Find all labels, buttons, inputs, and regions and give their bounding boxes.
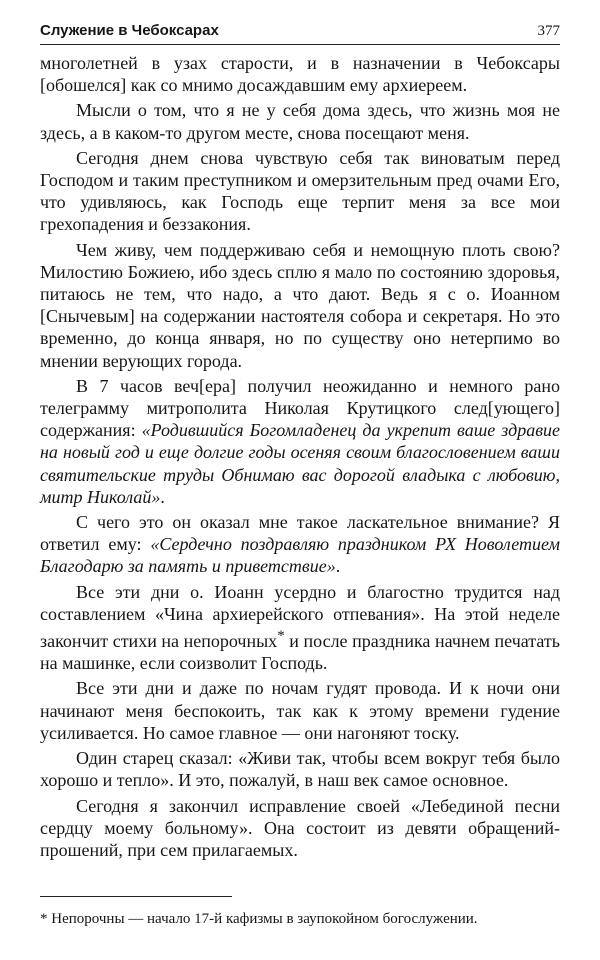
- paragraph: Сегодня днем снова чувствую себя так виноватым перед Господом и таким преступником и омерзительным пред очами Его, что удивляюсь, как Господь еще терпит меня за все мои грехопадения и беззакония.: [40, 147, 560, 235]
- telegram-quote: «Родившийся Богомладенец да укрепит ваше здравие на новый год и еще долгие годы осеняя своим благословением ваши святительские труды Обнимаю вас дорогой владыка с любовию, митр Николай»: [40, 420, 561, 507]
- paragraph: Один старец сказал: «Живи так, чтобы всем вокруг тебя было хорошо и тепло». И это, пожалуй, в наш век самое основное.: [40, 748, 560, 791]
- paragraph: Чем живу, чем поддерживаю себя и немощную плоть свою? Милостию Божиею, ибо здесь сплю я мало по состоянию здоровья, питаюсь не тем, что надо, а что дают. Ведь я с о. Иоанном [Снычевым] на содержании настоятеля собора и секретаря. Но это временно, до конца января, но по существу оно нетерпимо во мнении верующих города.: [40, 239, 560, 371]
- running-header: [40, 22, 560, 40]
- header-rule: [40, 44, 560, 45]
- body-text: [40, 52, 560, 861]
- footnote-mark: *: [40, 911, 48, 927]
- paragraph: многолетней в узах старости, и в назначении в Чебоксары [обошелся] как со мнимо досаждавшим ему архиереем.: [40, 53, 560, 96]
- footnote-reference: *: [277, 628, 285, 645]
- paragraph: Мысли о том, что я не у себя дома здесь, что жизнь моя не здесь, а в каком-то другом месте, снова посещают меня.: [40, 100, 560, 143]
- reply-quote: «Сердечно поздравляю праздником РХ Новолетием Благодарю за память и приветствие»: [40, 534, 561, 577]
- paragraph: С чего это он оказал мне такое ласкательное внимание? Я ответил ему: «Сердечно поздравляю праздником РХ Новолетием Благодарю за память и приветствие».: [40, 512, 561, 577]
- paragraph: Все эти дни и даже по ночам гудят провода. И к ночи они начинают меня беспокоить, так как к этому времени гудение усиливается. Но самое главное — они нагоняют тоску.: [40, 678, 560, 743]
- paragraph: Сегодня я закончил исправление своей «Лебединой песни сердцу моему больному». Она состоит из девяти обращений-прошений, при сем прилагаемых.: [40, 795, 560, 860]
- chapter-title: Служение в Чебоксарах: [40, 22, 219, 39]
- paragraph: В 7 часов веч[ера] получил неожиданно и немного рано телеграмму митрополита Николая Крутицкого след[ующего] содержания: «Родившийся Богомладенец да укрепит ваше здравие на новый год и еще долгие годы осеняя своим благословением ваши святительские труды Обнимаю вас дорогой владыка с любовию, митр Николай».: [40, 375, 561, 507]
- page-number: 377: [537, 23, 560, 39]
- footnote-text: Непорочны — начало 17-й кафизмы в заупокойном богослужении.: [47, 911, 478, 927]
- paragraph: Все эти дни о. Иоанн усердно и благостно трудится над составлением «Чина архиерейского отпевания». На этой неделе закончит стихи на непорочных* и после праздника начнем печатать на машинке, если соизволит Господь.: [40, 581, 560, 674]
- footnote-rule: [40, 896, 232, 897]
- footnote: [40, 910, 560, 929]
